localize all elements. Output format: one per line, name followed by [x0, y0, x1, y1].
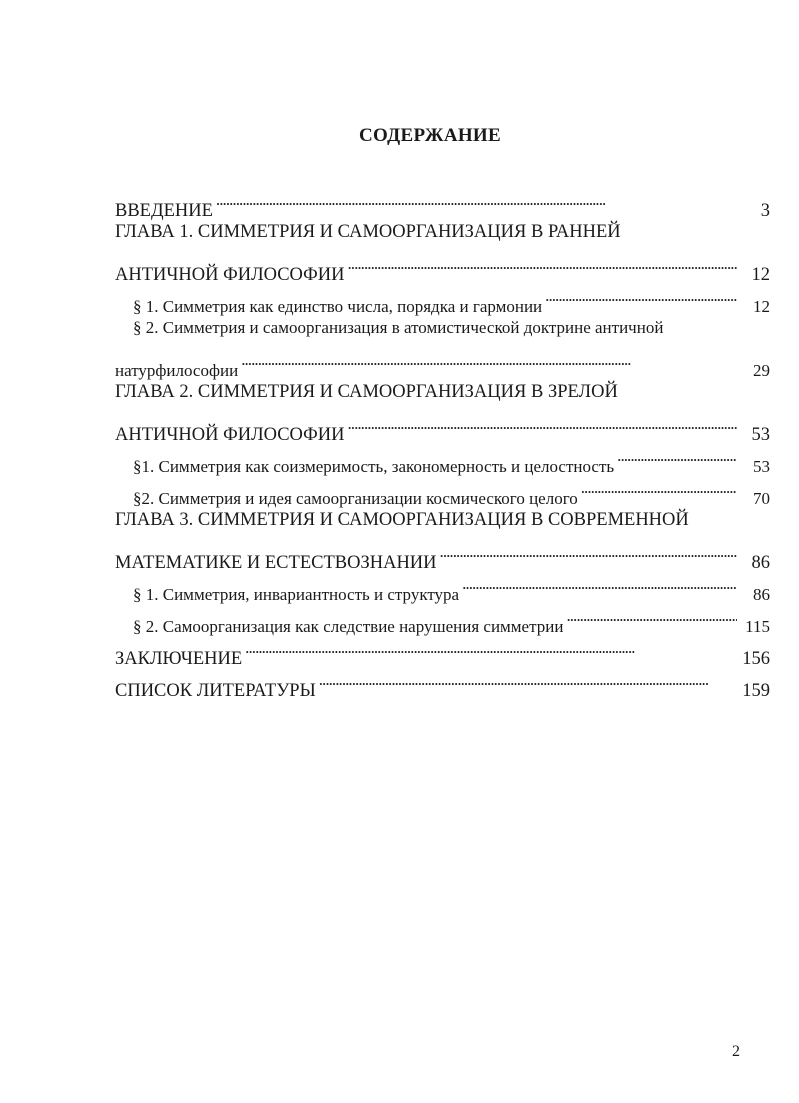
toc-entry-text: ВВЕДЕНИЕ — [115, 201, 213, 221]
page-title: СОДЕРЖАНИЕ — [359, 125, 501, 146]
toc-entry-text: ГЛАВА 3. СИММЕТРИЯ И САМООРГАНИЗАЦИЯ В СОВРЕМЕННОЙ — [115, 510, 689, 530]
toc-entry-text: ГЛАВА 1. СИММЕТРИЯ И САМООРГАНИЗАЦИЯ В РАННЕЙ — [115, 222, 621, 242]
table-of-contents — [115, 184, 770, 701]
dot-leader — [347, 408, 737, 440]
toc-entry-chapter-1-line-2 — [115, 248, 770, 285]
toc-entry-page: 12 — [753, 297, 770, 316]
toc-entry-conclusion — [115, 632, 770, 669]
toc-entry-section-1-2-line-2 — [115, 344, 770, 380]
toc-entry-text: СПИСОК ЛИТЕРАТУРЫ — [115, 681, 316, 701]
toc-entry-chapter-2-line-1 — [115, 376, 770, 408]
toc-entry-text: АНТИЧНОЙ ФИЛОСОФИИ — [115, 265, 345, 285]
dot-leader — [241, 344, 737, 376]
toc-entry-page: 53 — [753, 457, 770, 476]
dot-leader — [566, 600, 737, 632]
toc-entry-introduction — [115, 184, 770, 221]
toc-entry-chapter-3-line-1 — [115, 504, 770, 536]
dot-leader — [462, 568, 737, 600]
toc-entry-page: 29 — [753, 361, 770, 380]
toc-entry-text: §2. Симметрия и идея самоорганизации космического целого — [133, 489, 578, 508]
toc-entry-text: § 1. Симметрия, инвариантность и структура — [133, 585, 460, 604]
dot-leader — [245, 632, 737, 664]
dot-leader — [319, 664, 737, 696]
toc-entry-section-2-2 — [115, 472, 770, 508]
toc-entry-page: 3 — [760, 201, 770, 221]
toc-entry-bibliography — [115, 664, 770, 701]
toc-entry-page: 156 — [742, 649, 770, 669]
toc-entry-chapter-1-line-1 — [115, 216, 770, 248]
toc-entry-section-2-1 — [115, 440, 770, 476]
toc-entry-page: 115 — [745, 617, 770, 636]
toc-entry-page: 86 — [751, 553, 770, 573]
toc-entry-page: 86 — [753, 585, 770, 604]
toc-entry-page: 53 — [751, 425, 770, 445]
page-number: 2 — [732, 1043, 740, 1060]
toc-entry-page: 12 — [751, 265, 770, 285]
toc-entry-chapter-2-line-2 — [115, 408, 770, 445]
toc-entry-text: МАТЕМАТИКЕ И ЕСТЕСТВОЗНАНИИ — [115, 553, 437, 573]
toc-entry-page: 70 — [753, 489, 770, 508]
toc-entry-section-3-2 — [115, 600, 770, 636]
toc-entry-text: ГЛАВА 2. СИММЕТРИЯ И САМООРГАНИЗАЦИЯ В ЗРЕЛОЙ — [115, 382, 618, 402]
toc-entry-chapter-3-line-2 — [115, 536, 770, 573]
dot-leader — [347, 248, 737, 280]
toc-entry-section-3-1 — [115, 568, 770, 604]
toc-entry-text: §1. Симметрия как соизмеримость, закономерность и целостность — [133, 457, 615, 476]
toc-entry-page: 159 — [742, 681, 770, 701]
dot-leader — [216, 184, 737, 216]
toc-entry-text: АНТИЧНОЙ ФИЛОСОФИИ — [115, 425, 345, 445]
dot-leader — [581, 472, 737, 504]
toc-entry-text: § 2. Симметрия и самоорганизация в атомистической доктрине античной — [133, 318, 664, 337]
dot-leader — [440, 536, 737, 568]
toc-entry-section-1-1 — [115, 280, 770, 316]
toc-entry-text: натурфилософии — [115, 361, 239, 380]
toc-entry-section-1-2-line-1 — [115, 312, 770, 344]
toc-entry-text: § 1. Симметрия как единство числа, порядка и гармонии — [133, 297, 543, 316]
dot-leader — [617, 440, 737, 472]
toc-entry-text: § 2. Самоорганизация как следствие нарушения симметрии — [133, 617, 564, 636]
toc-entry-text: ЗАКЛЮЧЕНИЕ — [115, 649, 243, 669]
dot-leader — [545, 280, 737, 312]
